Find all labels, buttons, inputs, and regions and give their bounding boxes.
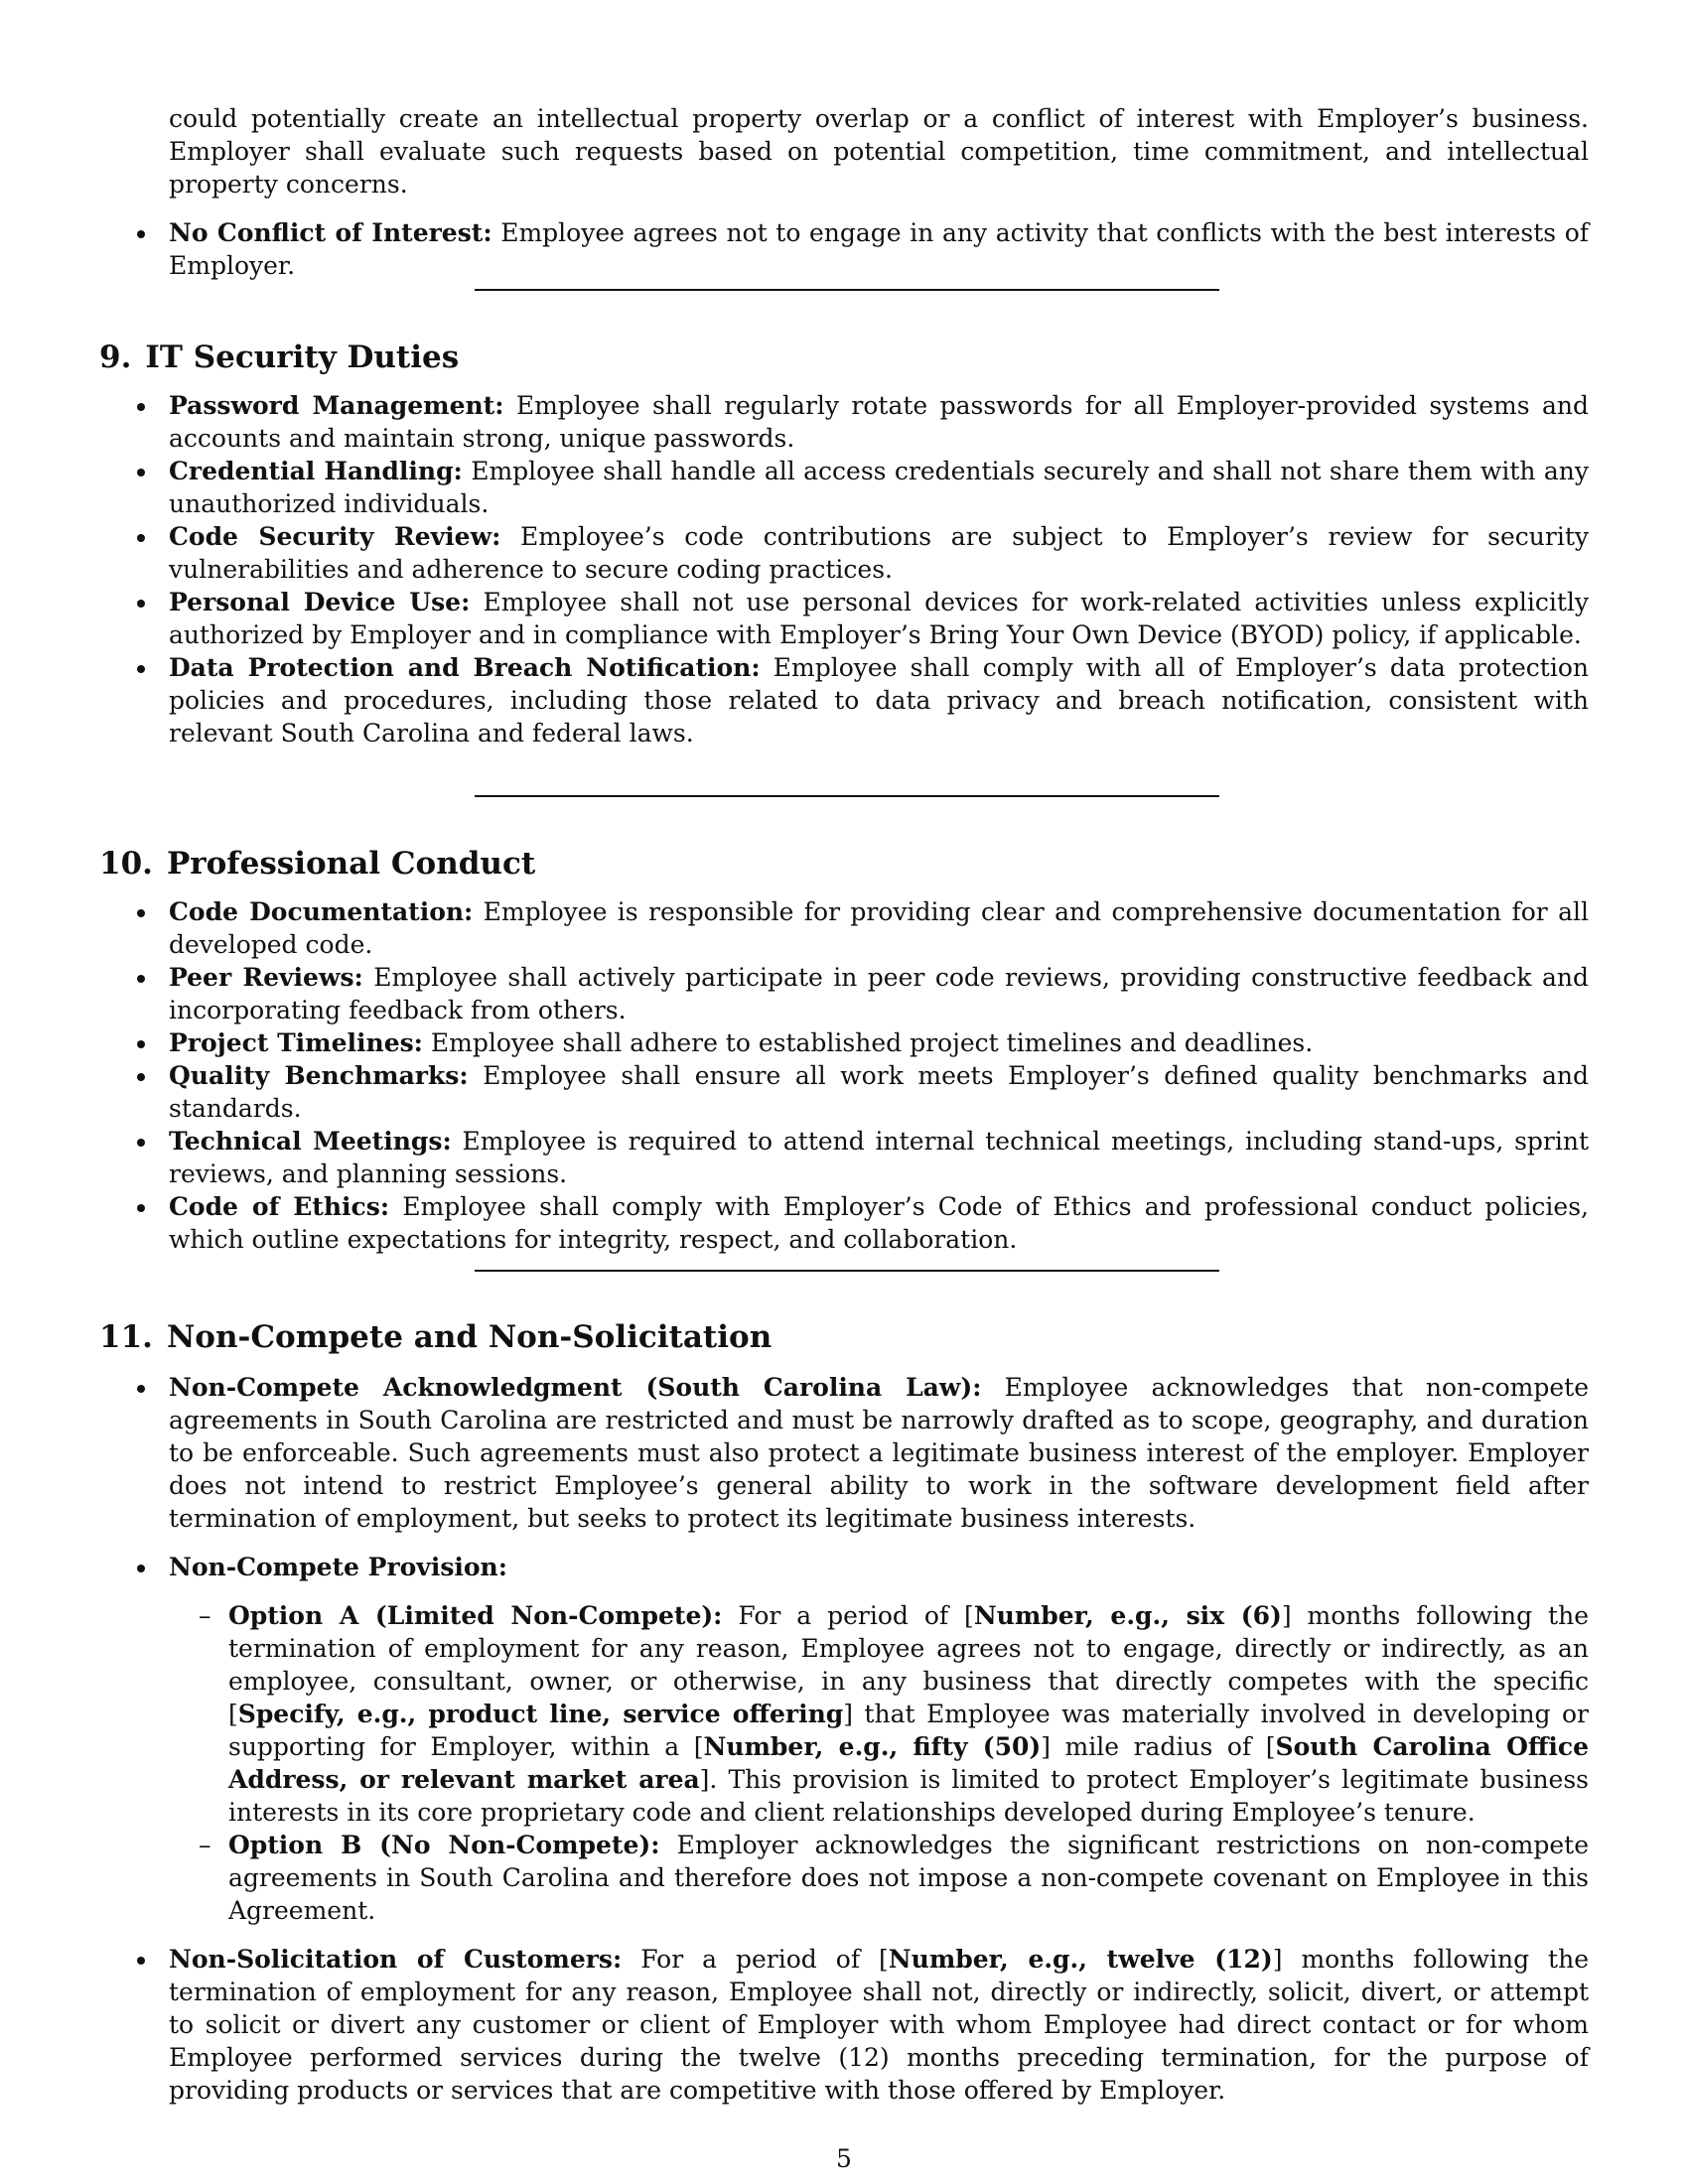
section-8-continuation	[99, 102, 1589, 282]
sub-list-item: – Option A (Limited Non-Compete): For a period of [Number, e.g., six (6)] months following the termination of employment for any reason, Employee agrees not to engage, directly or indirectly, as an employee, consultant, owner, or otherwise, in any business that directly competes with the specific [Specify, e.g., product line, service offering] that Employee was materially involved in developing or supporting for Employer, within a [Number, e.g., fifty (50)] mile radius of [South Carolina Office Address, or relevant market area]. This provision is limited to protect Employer’s legitimate business interests in its core proprietary code and client relationships developed during Employee’s tenure.	[199, 1601, 1589, 1827]
section-divider	[475, 795, 1219, 797]
bullet-icon	[137, 909, 145, 917]
dash-icon: –	[199, 1601, 211, 1630]
bullet-icon	[137, 469, 145, 477]
list-item: Technical Meetings: Employee is required to attend internal technical meetings, including stand-ups, sprint reviews, and planning sessions.	[99, 1125, 1589, 1190]
list-item: Peer Reviews: Employee shall actively participate in peer code reviews, providing constructive feedback and incorporating feedback from others.	[99, 961, 1589, 1026]
sub-list-item: – Option B (No Non-Compete): Employer acknowledges the significant restrictions on non-compete agreements in South Carolina and therefore does not impose a non-compete covenant on Employee in this Agreement.	[199, 1831, 1589, 1925]
section-divider	[475, 1270, 1219, 1272]
bullet-icon	[137, 1139, 145, 1147]
list-item: Code Documentation: Employee is responsible for providing clear and comprehensive documentation for all developed code.	[99, 895, 1589, 961]
page-number: 5	[836, 2144, 852, 2173]
bullet-icon	[137, 1957, 145, 1965]
bullet-icon	[137, 1385, 145, 1393]
dash-icon: –	[199, 1831, 211, 1859]
bullet-icon	[137, 1073, 145, 1081]
bullet-icon	[137, 975, 145, 983]
list-item: Password Management: Employee shall regularly rotate passwords for all Employer-provided systems and accounts and maintain strong, unique passwords.	[99, 389, 1589, 455]
section-heading: 9. IT Security Duties	[99, 340, 460, 375]
bullet-icon	[137, 534, 145, 542]
bullet-icon	[137, 1204, 145, 1212]
bullet-icon	[137, 403, 145, 411]
list-item: Code of Ethics: Employee shall comply with Employer’s Code of Ethics and professional conduct policies, which outline expectations for integrity, respect, and collaboration.	[99, 1190, 1589, 1256]
section-heading: 10. Professional Conduct	[99, 846, 536, 882]
bullet-icon	[137, 1565, 145, 1572]
list-item: Quality Benchmarks: Employee shall ensure all work meets Employer’s defined quality benchmarks and standards.	[99, 1059, 1589, 1125]
section-10	[99, 844, 1589, 1256]
section-heading: 11. Non-Compete and Non-Solicitation	[99, 1319, 773, 1355]
bullet-icon	[137, 665, 145, 673]
list-item: Non-Solicitation of Customers: For a period of [Number, e.g., twelve (12)] months following the termination of employment for any reason, Employee shall not, directly or indirectly, solicit, divert, or attempt to solicit or divert any customer or client of Employer with whom Employee had direct contact or for whom Employee performed services during the twelve (12) months preceding termination, for the purpose of providing products or services that are competitive with those offered by Employer.	[99, 1943, 1589, 2107]
bullet-icon	[137, 600, 145, 608]
continuation-paragraph: could potentially create an intellectual property overlap or a conflict of interest with Employer’s business. Employer shall evaluate such requests based on potential competition, time commitment, and intellectual property concerns.	[169, 104, 1589, 199]
list-item: Code Security Review: Employee’s code contributions are subject to Employer’s review for security vulnerabilities and adherence to secure coding practices.	[99, 520, 1589, 586]
list-item: Personal Device Use: Employee shall not use personal devices for work-related activities unless explicitly authorized by Employer and in compliance with Employer’s Bring Your Own Device (BYOD) policy, if applicable.	[99, 586, 1589, 651]
list-item: Non-Compete Acknowledgment (South Carolina Law): Employee acknowledges that non-compete agreements in South Carolina are restricted and must be narrowly drafted as to scope, geography, and duration to be enforceable. Such agreements must also protect a legitimate business interest of the employer. Employer does not intend to restrict Employee’s general ability to work in the software development field after termination of employment, but seeks to protect its legitimate business interests.	[99, 1371, 1589, 1535]
bullet-icon	[137, 1040, 145, 1048]
list-item: Non-Compete Provision: – Option A (Limited Non-Compete): For a period of [Number, e.g., six (6)] months following the termination of employment for any reason, Employee agrees not to engage, directly or indirectly, as an employee, consultant, owner, or otherwise, in any business that directly competes with the specific [Specify, e.g., product line, service offering] that Employee was materially involved in developing or supporting for Employer, within a [Number, e.g., fifty (50)] mile radius of [South Carolina Office Address, or relevant market area]. This provision is limited to protect Employer’s legitimate business interests in its core proprietary code and client relationships developed during Employee’s tenure. – Option B (No Non-Compete): Employer acknowledges the significant restrictions on non-compete agreements in South Carolina and therefore does not impose a non-compete covenant on Employee in this Agreement.	[99, 1551, 1589, 1927]
section-divider	[475, 289, 1219, 291]
section-9	[99, 338, 1589, 750]
bullet-icon	[137, 230, 145, 238]
list-item: Credential Handling: Employee shall handle all access credentials securely and shall not share them with any unauthorized individuals.	[99, 455, 1589, 520]
section-11	[99, 1317, 1589, 2107]
list-item: No Conflict of Interest: Employee agrees not to engage in any activity that conflicts with the best interests of Employer.	[99, 216, 1589, 282]
list-item: Project Timelines: Employee shall adhere to established project timelines and deadlines.	[99, 1026, 1589, 1059]
list-item: Data Protection and Breach Notification: Employee shall comply with all of Employer’s data protection policies and procedures, including those related to data privacy and breach notification, consistent with relevant South Carolina and federal laws.	[99, 651, 1589, 750]
